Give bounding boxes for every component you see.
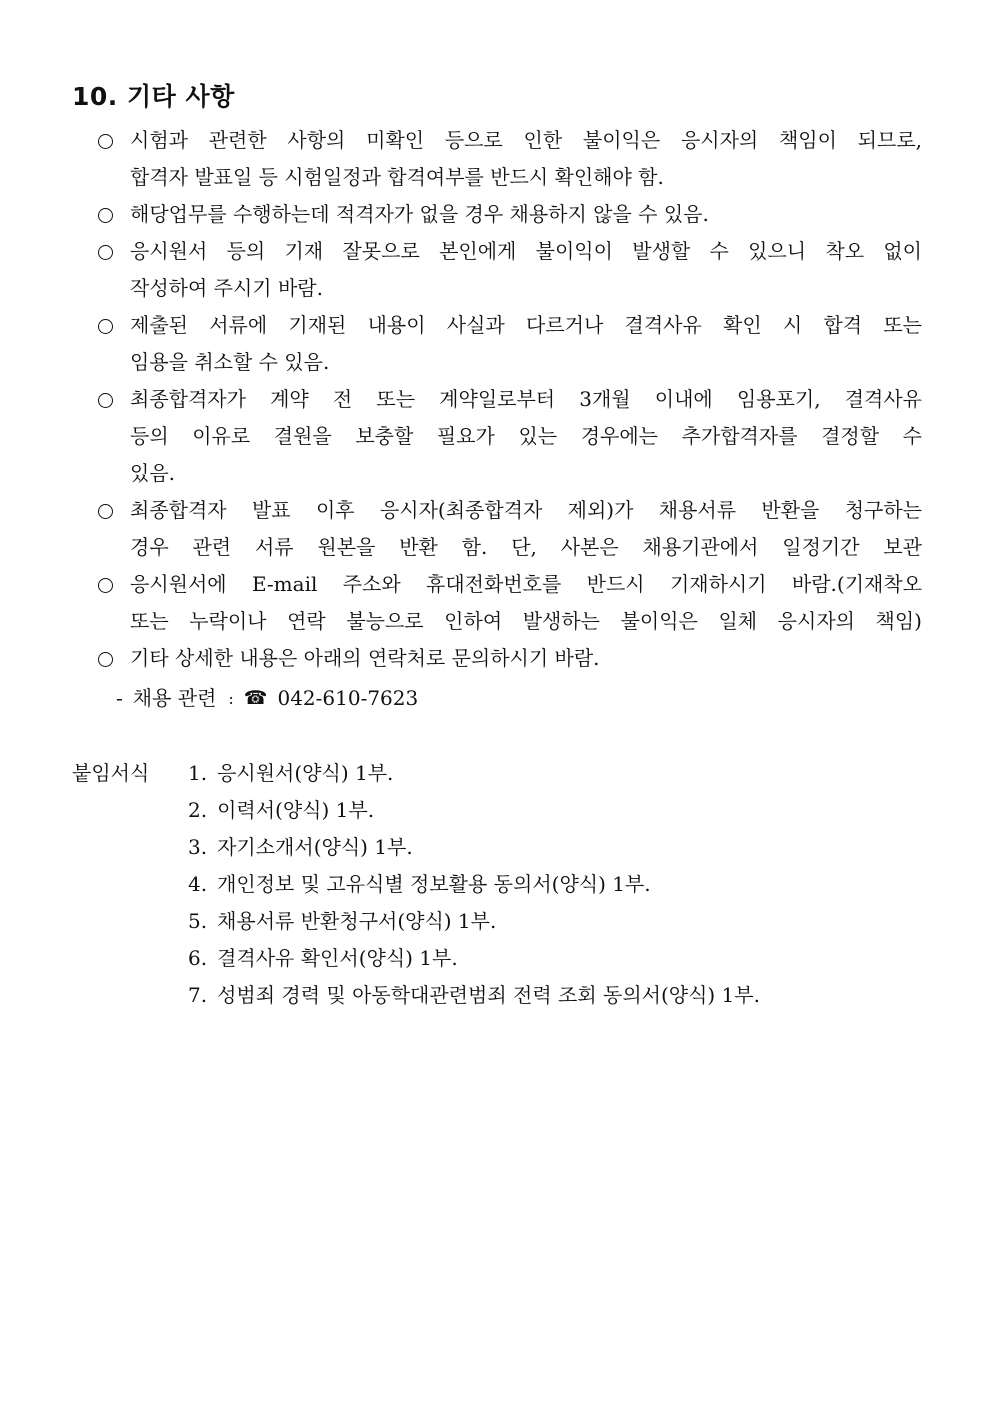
notice-line: 합격자 발표일 등 시험일정과 합격여부를 반드시 확인해야 함. bbox=[130, 165, 664, 189]
notice-line: 제출된 서류에 기재된 내용이 사실과 다르거나 결격사유 확인 시 합격 또는 bbox=[130, 313, 922, 337]
attachment-text: 응시원서(양식) 1부. bbox=[217, 761, 394, 785]
notice-line: 또는 누락이나 연락 불능으로 인하여 발생하는 불이익은 일체 응시자의 책임) bbox=[130, 609, 922, 633]
attachment-item bbox=[188, 792, 928, 829]
notice-item bbox=[96, 492, 922, 566]
notice-line: 기타 상세한 내용은 아래의 연락처로 문의하시기 바람. bbox=[130, 646, 600, 670]
attachment-number: 3. bbox=[188, 835, 208, 859]
telephone-icon: ☎ bbox=[243, 687, 268, 709]
attachment-item bbox=[188, 866, 928, 903]
notice-line: 경우 관련 서류 원본을 반환 함. 단, 사본은 채용기관에서 일정기간 보관 bbox=[130, 535, 922, 559]
attachment-number: 6. bbox=[188, 946, 208, 970]
attachments-label: 붙임서식 bbox=[72, 761, 150, 785]
attachment-number: 4. bbox=[188, 872, 208, 896]
attachment-number: 2. bbox=[188, 798, 208, 822]
contact-dash: - bbox=[116, 686, 123, 710]
contact-colon: : bbox=[228, 689, 234, 708]
attachment-text: 이력서(양식) 1부. bbox=[217, 798, 375, 822]
recruitment-contact bbox=[116, 680, 418, 717]
attachment-item bbox=[188, 903, 928, 940]
notice-item bbox=[96, 196, 922, 233]
attachment-text: 성범죄 경력 및 아동학대관련범죄 전력 조회 동의서(양식) 1부. bbox=[217, 983, 760, 1007]
notice-item bbox=[96, 122, 922, 196]
notice-item bbox=[96, 307, 922, 381]
notice-line: 최종합격자가 계약 전 또는 계약일로부터 3개월 이내에 임용포기, 결격사유 bbox=[130, 387, 922, 411]
notice-line: 응시원서에 E-mail 주소와 휴대전화번호를 반드시 기재하시기 바람.(기재착오 bbox=[130, 572, 922, 596]
attachment-text: 개인정보 및 고유식별 정보활용 동의서(양식) 1부. bbox=[217, 872, 651, 896]
section-title: 10. 기타 사항 bbox=[72, 82, 235, 111]
notice-line: 응시원서 등의 기재 잘못으로 본인에게 불이익이 발생할 수 있으니 착오 없이 bbox=[130, 239, 922, 263]
notice-line: 시험과 관련한 사항의 미확인 등으로 인한 불이익은 응시자의 책임이 되므로, bbox=[130, 128, 922, 152]
attachment-item bbox=[188, 940, 928, 977]
attachment-text: 자기소개서(양식) 1부. bbox=[217, 835, 413, 859]
circle-bullet-icon bbox=[96, 196, 130, 233]
attachment-item bbox=[188, 829, 928, 866]
notice-line: 최종합격자 발표 이후 응시자(최종합격자 제외)가 채용서류 반환을 청구하는 bbox=[130, 498, 922, 522]
notice-item bbox=[96, 381, 922, 492]
circle-bullet-icon bbox=[96, 381, 130, 418]
contact-label: 채용 관련 bbox=[132, 686, 217, 710]
notice-item bbox=[96, 640, 922, 677]
attachment-number: 7. bbox=[188, 983, 208, 1007]
attachment-number: 5. bbox=[188, 909, 208, 933]
notice-line: 작성하여 주시기 바람. bbox=[130, 276, 323, 300]
attachment-text: 결격사유 확인서(양식) 1부. bbox=[217, 946, 458, 970]
notice-item bbox=[96, 233, 922, 307]
circle-bullet-icon bbox=[96, 640, 130, 677]
notice-line: 등의 이유로 결원을 보충할 필요가 있는 경우에는 추가합격자를 결정할 수 bbox=[130, 424, 922, 448]
circle-bullet-icon bbox=[96, 492, 130, 529]
attachment-item bbox=[188, 755, 928, 792]
contact-phone-number: 042-610-7623 bbox=[277, 686, 419, 710]
attachment-number: 1. bbox=[188, 761, 208, 785]
attachment-item bbox=[188, 977, 928, 1014]
attachment-text: 채용서류 반환청구서(양식) 1부. bbox=[217, 909, 497, 933]
circle-bullet-icon bbox=[96, 566, 130, 603]
notice-item bbox=[96, 566, 922, 640]
notice-list bbox=[96, 122, 922, 677]
notice-line: 해당업무를 수행하는데 적격자가 없을 경우 채용하지 않을 수 있음. bbox=[130, 202, 709, 226]
attachments-list bbox=[188, 755, 928, 1014]
circle-bullet-icon bbox=[96, 122, 130, 159]
notice-line: 있음. bbox=[130, 461, 175, 485]
notice-line: 임용을 취소할 수 있음. bbox=[130, 350, 330, 374]
circle-bullet-icon bbox=[96, 307, 130, 344]
circle-bullet-icon bbox=[96, 233, 130, 270]
